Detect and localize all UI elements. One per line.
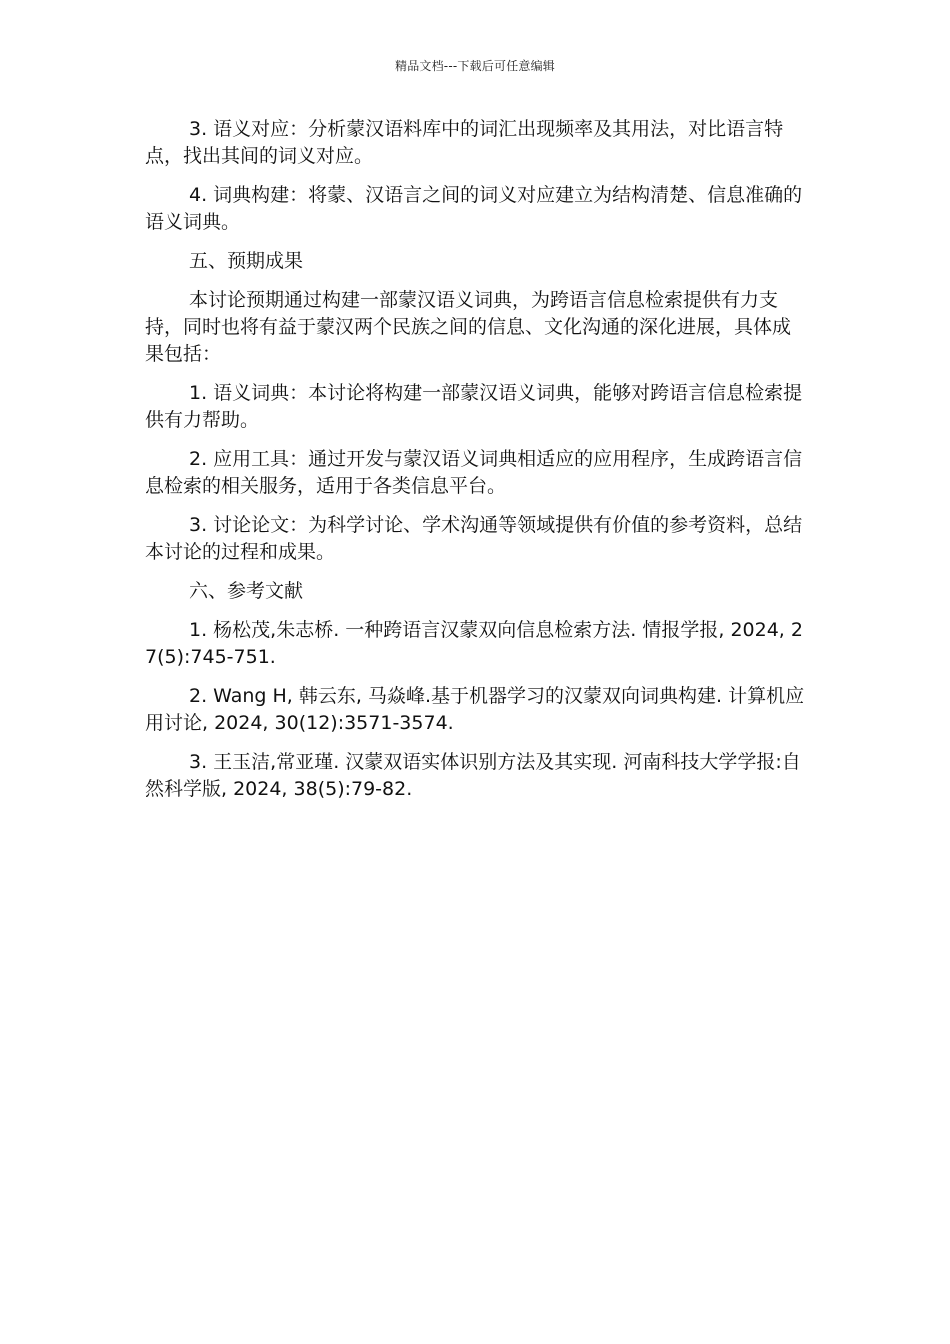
result-item-application-tool: 2. 应用工具：通过开发与蒙汉语义词典相适应的应用程序，生成跨语言信息检索的相关服务，适用于各类信息平台。 bbox=[145, 448, 803, 497]
section-heading-references: 六、参考文献 bbox=[189, 580, 304, 602]
section-heading-expected-results: 五、预期成果 bbox=[189, 250, 304, 272]
document-body bbox=[145, 116, 805, 815]
result-item-research-paper: 3. 讨论论文：为科学讨论、学术沟通等领域提供有价值的参考资料，总结本讨论的过程和成果。 bbox=[145, 514, 803, 563]
page-header: 精品文档---下载后可任意编辑 bbox=[395, 59, 555, 73]
reference-item: 1. 杨松茂,朱志桥. 一种跨语言汉蒙双向信息检索方法. 情报学报, 2024, 27(5):745-751. bbox=[145, 619, 803, 668]
method-item-semantic-correspondence: 3. 语义对应：分析蒙汉语料库中的词汇出现频率及其用法，对比语言特点，找出其间的词义对应。 bbox=[145, 118, 784, 167]
reference-item: 2. Wang H, 韩云东, 马焱峰.基于机器学习的汉蒙双向词典构建. 计算机应用讨论, 2024, 30(12):3571-3574. bbox=[145, 685, 805, 734]
expected-results-intro: 本讨论预期通过构建一部蒙汉语义词典，为跨语言信息检索提供有力支持，同时也将有益于蒙汉两个民族之间的信息、文化沟通的深化进展，具体成果包括： bbox=[145, 289, 792, 365]
reference-item: 3. 王玉洁,常亚瑾. 汉蒙双语实体识别方法及其实现. 河南科技大学学报:自然科学版, 2024, 38(5):79-82. bbox=[145, 751, 801, 800]
method-item-dictionary-construction: 4. 词典构建：将蒙、汉语言之间的词义对应建立为结构清楚、信息准确的语义词典。 bbox=[145, 184, 803, 233]
result-item-semantic-dictionary: 1. 语义词典：本讨论将构建一部蒙汉语义词典，能够对跨语言信息检索提供有力帮助。 bbox=[145, 382, 803, 431]
